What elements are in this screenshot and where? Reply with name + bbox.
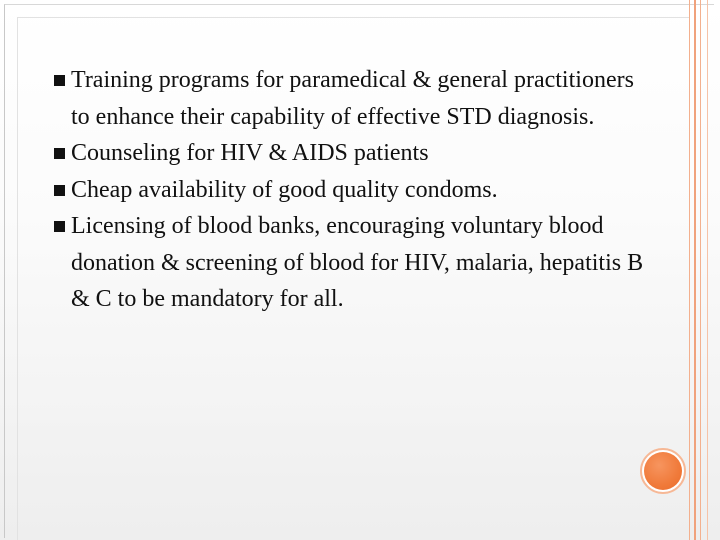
square-bullet-icon bbox=[54, 185, 65, 196]
vertical-rule bbox=[694, 0, 696, 540]
bullet-item bbox=[48, 135, 658, 172]
vertical-rule bbox=[707, 0, 708, 540]
circle-dot bbox=[644, 452, 682, 490]
orange-circle-icon bbox=[640, 448, 686, 494]
square-bullet-icon bbox=[54, 148, 65, 159]
bullet-text: Cheap availability of good quality condoms. bbox=[71, 176, 498, 203]
bullet-item bbox=[48, 62, 658, 135]
bullet-text: Training programs for paramedical & general practitioners to enhance their capability of effective STD diagnosis. bbox=[71, 67, 634, 130]
square-bullet-icon bbox=[54, 221, 65, 232]
bullet-list bbox=[48, 62, 658, 318]
square-bullet-icon bbox=[54, 75, 65, 86]
bullet-item bbox=[48, 172, 658, 209]
bullet-text: Licensing of blood banks, encouraging voluntary blood donation & screening of blood for HIV, malaria, hepatitis B & C to be mandatory for all. bbox=[71, 213, 644, 312]
bullet-text: Counseling for HIV & AIDS patients bbox=[71, 140, 429, 166]
bullet-item bbox=[48, 208, 658, 318]
vertical-rule bbox=[700, 0, 701, 540]
vertical-rule bbox=[689, 0, 690, 540]
